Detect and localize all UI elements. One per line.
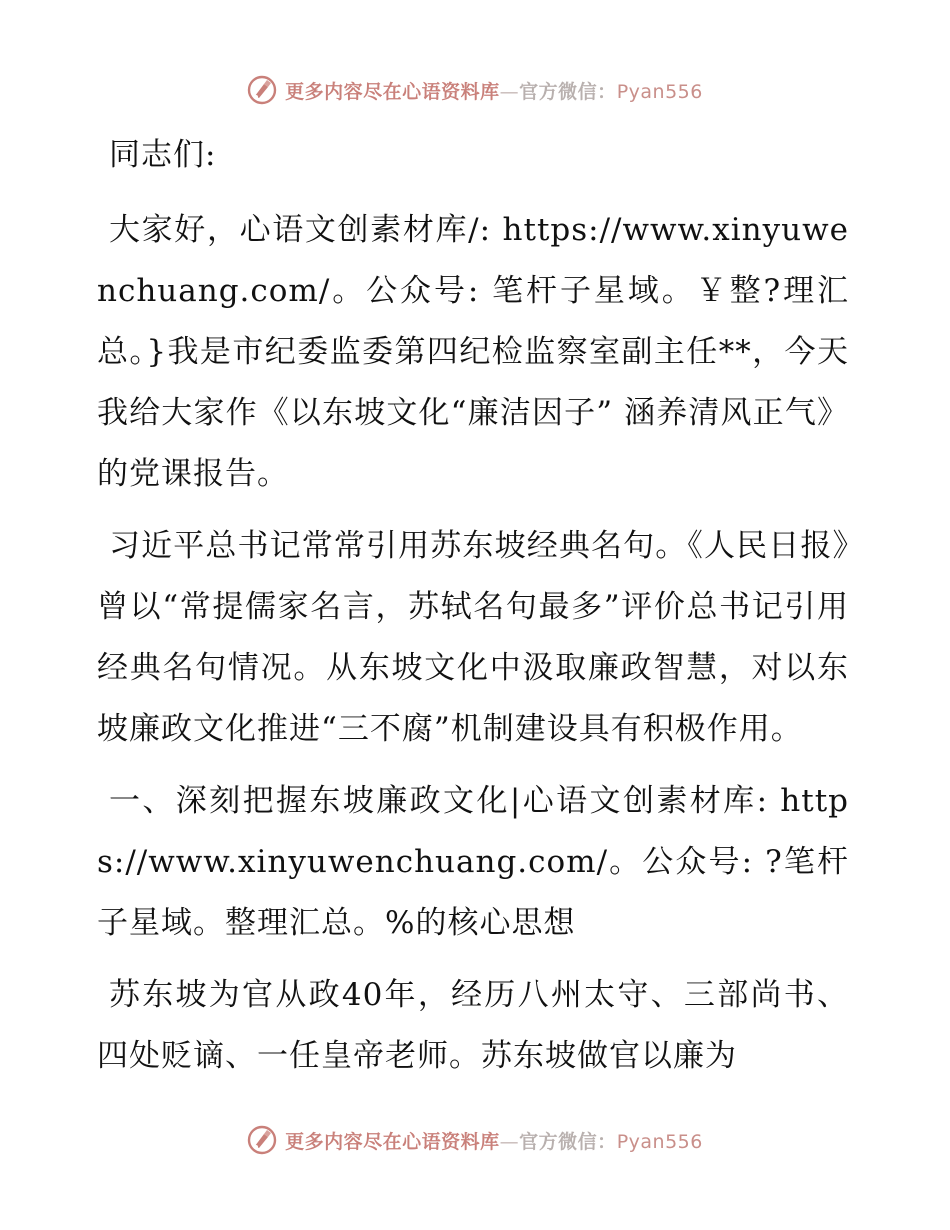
banner-text [285,77,703,104]
banner-dash: — [499,80,520,103]
banner-dash: — [499,1130,520,1153]
banner-wechat-id: Pyan556 [616,1130,703,1153]
pen-nib-seal-icon [247,1125,277,1155]
intro-paragraph: 大家好，心语文创素材库/: https://www.xinyuwenchuang.com/。公众号: 笔杆子星域。￥整?理汇总。}我是市纪委监委第四纪检监察室副主任**，今天我给大家作《以东坡文化“廉洁因子” 涵养清风正气》的党课报告。 [97,212,849,492]
biography-paragraph: 苏东坡为官从政40年，经历八州太守、三部尚书、四处贬谪、一任皇帝老师。苏东坡做官以廉为 [97,977,849,1074]
banner-official-label: 官方微信： [519,80,617,103]
section-heading-paragraph: 一、深刻把握东坡廉政文化|心语文创素材库: https://www.xinyuwenchuang.com/。公众号: ?笔杆子星域。整理汇总。%的核心思想 [97,783,849,941]
footer-watermark-banner [0,1120,950,1160]
banner-text [285,1127,703,1154]
banner-brand: 更多内容尽在心语资料库 [285,80,500,103]
pen-nib-seal-icon [247,75,277,105]
header-watermark-banner [0,70,950,110]
banner-official-label: 官方微信： [519,1130,617,1153]
salutation-paragraph: 同志们: [109,137,217,173]
banner-brand: 更多内容尽在心语资料库 [285,1130,500,1153]
document-body [97,125,849,1098]
quote-paragraph: 习近平总书记常常引用苏东坡经典名句。《人民日报》曾以“常提儒家名言，苏轼名句最多”评价总书记引用经典名句情况。从东坡文化中汲取廉政智慧，对以东坡廉政文化推进“三不腐”机制建设具有积极作用。 [97,528,849,747]
banner-wechat-id: Pyan556 [616,80,703,103]
